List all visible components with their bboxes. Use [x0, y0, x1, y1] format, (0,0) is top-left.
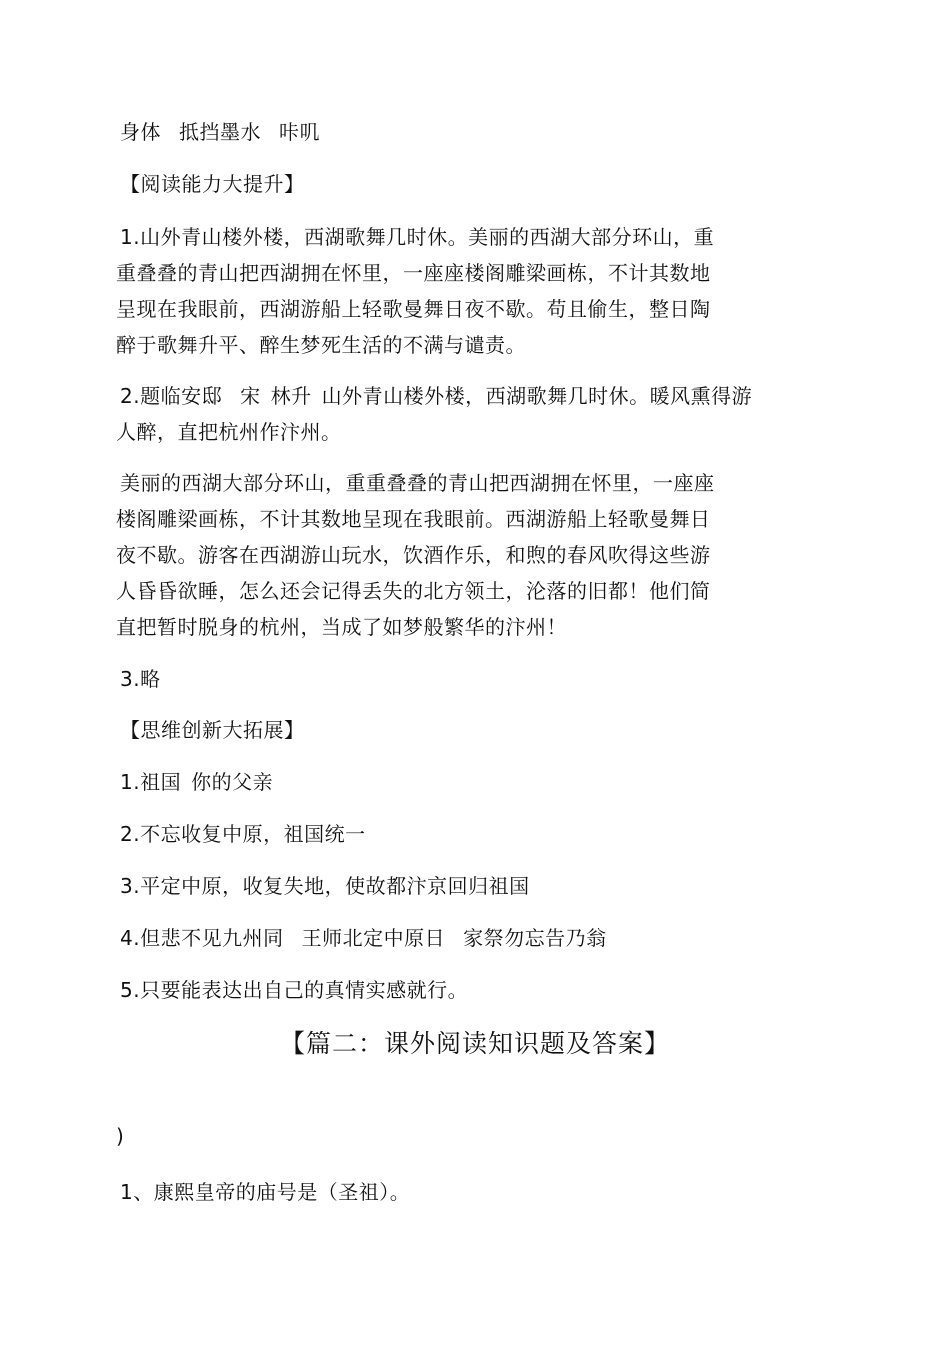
section-title-reading: 【阅读能力大提升】 [120, 172, 305, 196]
reading-item-1-line-2: 重叠叠的青山把西湖拥在怀里，一座座楼阁雕梁画栋，不计其数地 [116, 261, 711, 285]
thinking-item-3: 3.平定中原，收复失地，使故都汴京回归祖国 [120, 874, 530, 898]
question-1: 1、康熙皇帝的庙号是（圣祖）。 [120, 1180, 411, 1204]
section-title-thinking: 【思维创新大拓展】 [120, 718, 305, 742]
answer-word: 1.祖国 [120, 770, 182, 794]
reading-item-2-line-1 [120, 378, 752, 414]
poem-line: 4.但悲不见九州同 [120, 926, 284, 950]
poem-title: 2.题临安邸 [120, 384, 223, 408]
reading-item-2-para-line-3: 夜不歇。游客在西湖游山玩水，饮酒作乐，和煦的春风吹得这些游 [116, 543, 711, 567]
answer-word: 你的父亲 [191, 770, 274, 794]
fragment-text: ) [116, 1124, 125, 1148]
poem-text: 山外青山楼外楼，西湖歌舞几时休。暖风熏得游 [321, 384, 753, 408]
reading-item-2-para-line-2: 楼阁雕梁画栋，不计其数地呈现在我眼前。西湖游船上轻歌曼舞日 [116, 507, 711, 531]
answer-word: 抵挡墨水 [179, 120, 261, 144]
answer-line-top [120, 114, 320, 150]
thinking-item-1 [120, 764, 273, 800]
reading-item-1-line-3: 呈现在我眼前，西湖游船上轻歌曼舞日夜不歇。苟且偷生，整日陶 [116, 297, 711, 321]
reading-item-2-para-line-5: 直把暂时脱身的杭州，当成了如梦般繁华的汴州！ [116, 615, 567, 639]
poem-line: 王师北定中原日 [301, 926, 446, 950]
reading-item-2-para-line-4: 人昏昏欲睡，怎么还会记得丢失的北方领土，沦落的旧都！他们简 [116, 579, 711, 603]
thinking-item-2: 2.不忘收复中原，祖国统一 [120, 822, 366, 846]
reading-item-1-line-1: 1.山外青山楼外楼，西湖歌舞几时休。美丽的西湖大部分环山，重 [120, 225, 715, 249]
reading-item-3: 3.略 [120, 667, 161, 691]
thinking-item-4 [120, 920, 607, 956]
part-two-heading: 【篇二：课外阅读知识题及答案】 [279, 1029, 670, 1058]
reading-item-1-line-4: 醉于歌舞升平、醉生梦死生活的不满与谴责。 [116, 333, 526, 357]
answer-word: 身体 [120, 120, 161, 144]
poem-line: 家祭勿忘告乃翁 [463, 926, 607, 950]
poem-dynasty: 宋 [240, 384, 261, 408]
thinking-item-5: 5.只要能表达出自己的真情实感就行。 [120, 978, 469, 1002]
reading-item-2-para-line-1: 美丽的西湖大部分环山，重重叠叠的青山把西湖拥在怀里，一座座 [120, 471, 715, 495]
answer-word: 咔叽 [279, 120, 320, 144]
reading-item-2-line-2: 人醉，直把杭州作汴州。 [116, 420, 342, 444]
poem-author: 林升 [270, 384, 312, 408]
